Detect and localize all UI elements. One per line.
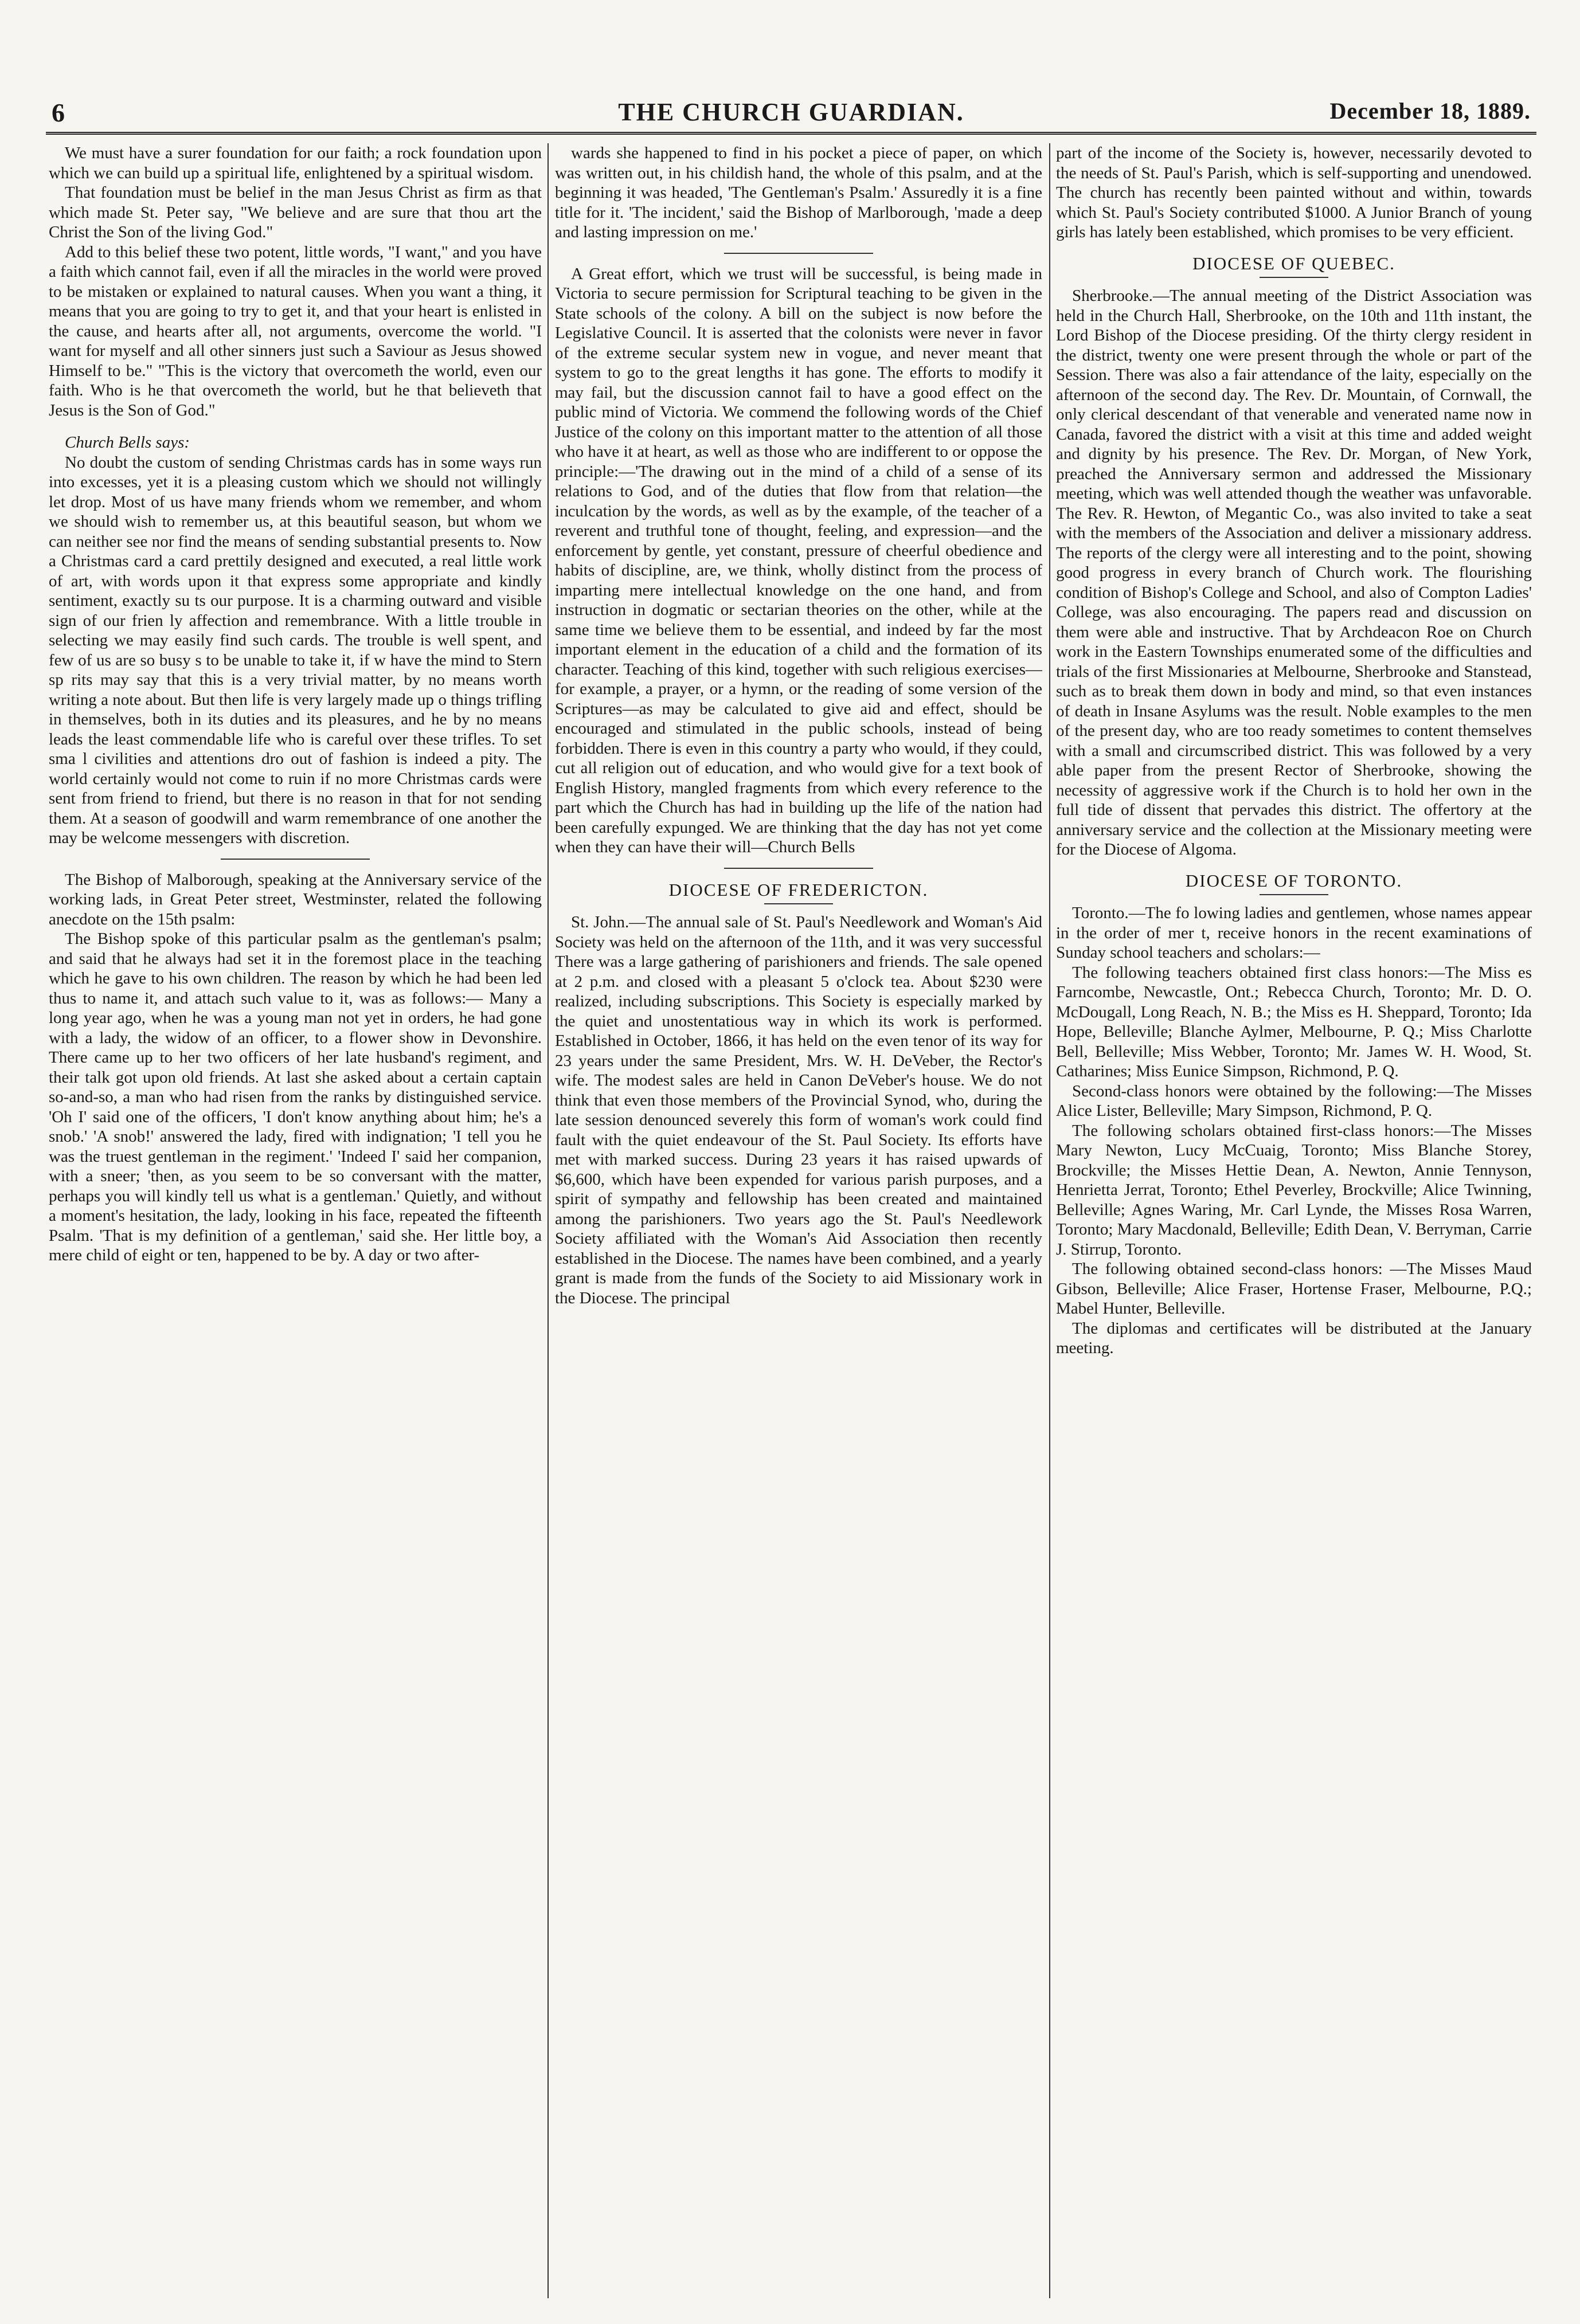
article-paragraph: Add to this belief these two potent, little words, "I want," and you have a faith which cannot fail, even if all the miracles in the world were proved to be mistaken or explained to natural causes. When you want a thing, it means that you are going to try to get it, and that your heart is enlisted in the cause, and hearts after all, not arguments, overcome the world. "I want for myself and all other sinners just such a Saviour as Jesus showed Himself to be." "This is the victory that overcometh the world, even our faith. Who is he that overcometh the world, but he that believeth that Jesus is the Son of God." [49, 242, 542, 420]
column-rule [547, 143, 549, 2298]
article-paragraph: Second-class honors were obtained by the following:—The Misses Alice Lister, Belleville; Mary Simpson, Richmond, P. Q. [1056, 1081, 1532, 1120]
section-divider [221, 859, 370, 860]
section-heading-toronto: DIOCESE OF TORONTO. [1185, 870, 1403, 891]
article-paragraph: The Bishop spoke of this particular psalm as the gentleman's psalm; and said that he always had set it in the foremost place in the teaching which he gave to his own children. The reason by which he had been led thus to name it, and attach such value to it, was as follows:— Many a long year ago, when he was a young man not yet in orders, he had gone with a lady, the widow of an officer, to a flower show in Devonshire. There came up to her two officers of her late husband's regiment, and their talk got upon old friends. At last she asked about a certain captain so-and-so, a man who had risen from the ranks by distinguished service. 'Oh I' said one of the officers, 'I don't know anything about him; he's a snob.' 'A snob!' answered the lady, fired with indignation; 'I tell you he was the truest gentleman in the regiment.' 'Indeed I' said her companion, with a sneer; 'then, as you seem to be so conversant with the matter, perhaps you will kindly tell us what is a gentleman.' Quietly, and without a moment's hesitation, the lady, looking in his face, repeated the fifteenth Psalm. 'That is my definition of a gentleman,' said she. Her little boy, a mere child of eight or ten, happened to be by. A day or two after- [49, 930, 542, 1264]
article-paragraph: The diplomas and certificates will be distributed at the January meeting. [1056, 1319, 1532, 1357]
section-divider [724, 253, 873, 254]
article-paragraph: We must have a surer foundation for our faith; a rock foundation upon which we can build up a spiritual life, enlightened by a spiritual wisdom. [49, 144, 542, 182]
article-paragraph: A Great effort, which we trust will be successful, is being made in Victoria to secure permission for Scriptural teaching to be given in the State schools of the colony. A bill on the subject is now before the Legislative Council. It is asserted that the colonists were never in favor of the extreme secular system new in vogue, and never meant that system to go to the great lengths it has gone. The efforts to modify it may fail, but the discussion cannot fail to have a good effect on the public mind of Victoria. We commend the following words of the Chief Justice of the colony on this important matter to the attention of all those who have it at heart, as well as those who are indifferent to or oppose the principle:—'The drawing out in the mind of a child of a sense of its relations to God, and of the duties that flow from that relation—the inculcation by the words, as well as by the example, of the teacher of a reverent and truthful tone of thought, feeling, and expression—and the enforcement by gentle, yet constant, pressure of cheerful obedience and habits of discipline, are, we think, wholly distinct from the process of imparting mere intellectual knowledge on the one hand, and from instruction in dogmatic or sectarian theories on the other, while at the same time we believe them to be essential, and indeed by far the most important element in the education of a child and the formation of its character. Teaching of this kind, together with such religious exercises—for example, a prayer, or a hymn, or the reading of some version of the Scriptures—as may be calculated to give aid and effect, should be encouraged and stimulated in the public schools, instead of being forbidden. There is even in this country a party who would, if they could, cut all religion out of education, and who would give for a text book of English History, mangled fragments from which every reference to the part which the Church has had in building up the life of the nation had been carefully expunged. We are thinking that the day has not yet come when they can have their will—Church Bells [555, 264, 1042, 856]
article-paragraph: The following obtained second-class honors: —The Misses Maud Gibson, Belleville; Alice Fraser, Hortense Fraser, Melbourne, P.Q.; Mabel Hunter, Belleville. [1056, 1260, 1532, 1318]
section-heading-fredericton: DIOCESE OF FREDERICTON. [668, 879, 929, 900]
article-paragraph: Toronto.—The fo lowing ladies and gentlemen, whose names appear in the order of mer t, receive honors in the recent examinations of Sunday school teachers and scholars:— [1056, 904, 1532, 962]
section-divider [724, 868, 873, 869]
article-paragraph: The following scholars obtained first-class honors:—The Misses Mary Newton, Lucy McCuaig, Toronto; Miss Blanche Storey, Brockville; the Misses Hettie Dean, A. Newton, Annie Tennyson, Henrietta Jerrat, Toronto; Ethel Peverley, Brockville; Alice Twinning, Belleville; Agnes Waring, Mr. Carl Lynde, the Misses Rosa Warren, Toronto; Mary Macdonald, Belleville; Edith Dean, V. Berryman, Carrie J. Stirrup, Toronto. [1056, 1121, 1532, 1259]
column-3 [1056, 143, 1532, 2298]
page-number: 6 [52, 98, 65, 127]
newspaper-title: THE CHURCH GUARDIAN. [618, 98, 964, 126]
article-paragraph: No doubt the custom of sending Christmas cards has in some ways run into excesses, yet it is a pleasing custom which we should not willingly let drop. Most of us have many friends whom we remember, and whom we should wish to remember us, at this beautiful season, but whom we can neither see nor find the means of sending substantial presents to. Now a Christmas card a card prettily designed and executed, a real little work of art, with words upon it that express some appropriate and kindly sentiment, exactly su ts our purpose. It is a charming outward and visible sign of our frien ly affection and remembrance. With a little trouble in selecting we may easily find such cards. The trouble is well spent, and few of us are so busy s to be unable to take it, if w have the mind to Stern sp rits may say that this is a very trivial matter, by no means worth writing a note about. But then life is very largely made up o things trifling in themselves, both in its duties and its pleasures, and he by no means leads the least commendable life who is careful over these trifles. To set sma l civilities and attentions dro out of fashion is indeed a pity. The world certainly would not come to ruin if no more Christmas cards were sent from friend to friend, but there is no reason in that for not sending them. At a season of goodwill and warm remembrance of one another the may be welcome messengers with discretion. [49, 453, 542, 847]
article-paragraph: part of the income of the Society is, however, necessarily devoted to the needs of St. Paul's Parish, which is self-supporting and unendowed. The church has recently been painted without and within, towards which St. Paul's Society contributed $1000. A Junior Branch of young girls has lately been established, which promises to be very efficient. [1056, 144, 1532, 241]
article-paragraph: St. John.—The annual sale of St. Paul's Needlework and Woman's Aid Society was held on the afternoon of the 11th, and it was very successful There was a large gathering of parishioners and friends. The sale opened at 2 p.m. and closed with a pleasant 5 o'clock tea. About $230 were realized, including subscriptions. This Society is especially marked by the quiet and unostentatious way in which its work is performed. Established in October, 1866, it has held on the even tenor of its way for 23 years under the same President, Mrs. W. H. DeVeber, the Rector's wife. The modest sales are held in Canon DeVeber's house. We do not think that even those members of the Provincial Synod, who, during the late session denounced severely this form of woman's work could find fault with the quiet endeavour of the St. Paul Society. Its efforts have met with marked success. During 23 years it has raised upwards of $6,600, which have been expended for various parish purposes, and a spirit of sympathy and fellowship has been created and maintained among the parishioners. Two years ago the St. Paul's Needlework Society affiliated with the Woman's Aid Association then recently established in the Diocese. The names have been combined, and a yearly grant is made from the funds of the Society to aid Missionary work in the Diocese. The principal [555, 913, 1042, 1307]
article-paragraph: wards she happened to find in his pocket a piece of paper, on which was written out, in his childish hand, the whole of this psalm, and at the beginning it was headed, 'The Gentleman's Psalm.' Assuredly it is a fine title for it. 'The incident,' said the Bishop of Marlborough, 'made a deep and lasting impression on me.' [555, 144, 1042, 241]
church-bells-intro: Church Bells says: [65, 433, 190, 452]
heading-rule [764, 903, 833, 904]
heading-rule [1260, 894, 1328, 895]
page-header [46, 97, 1536, 135]
column-rule [1049, 143, 1050, 2298]
column-1 [49, 143, 542, 2298]
issue-date: December 18, 1889. [1329, 98, 1531, 124]
article-paragraph: The following teachers obtained first class honors:—The Miss es Farncombe, Newcastle, Ont.; Rebecca Church, Toronto; Mr. D. O. McDougall, Long Reach, N. B.; the Miss es H. Sheppard, Toronto; Ida Hope, Belleville; Blanche Aylmer, Melbourne, P. Q.; Miss Charlotte Bell, Belleville; Miss Webber, Toronto; Mr. James W. H. Wood, St. Catharines; Miss Eunice Simpson, Richmond, P. Q. [1056, 963, 1532, 1080]
article-paragraph: That foundation must be belief in the man Jesus Christ as firm as that which made St. Peter say, "We believe and are sure that thou art the Christ the Son of the living God." [49, 183, 542, 241]
article-paragraph: The Bishop of Malborough, speaking at the Anniversary service of the working lads, in Great Peter street, Westminster, related the following anecdote on the 15th psalm: [49, 870, 542, 928]
heading-rule [1260, 277, 1328, 278]
article-paragraph: Sherbrooke.—The annual meeting of the District Association was held in the Church Hall, Sherbrooke, on the 10th and 11th instant, the Lord Bishop of the Diocese presiding. Of the thirty clergy resident in the district, twenty one were present through the whole or part of the Session. There was also a fair attendance of the laity, especially on the afternoon of the second day. The Rev. Dr. Mountain, of Cornwall, the only clerical descendant of that venerable and venerated name now in Canada, favored the district with a visit at this time and added weight and dignity by his presence. The Rev. Dr. Morgan, of New York, preached the Anniversary sermon and addressed the Missionary meeting, which was well attended though the weather was unfavorable. The Rev. R. Hewton, of Megantic Co., was also invited to take a seat with the members of the Association and deliver a missionary address. The reports of the clergy were all interesting and to the point, showing good progress in every branch of Church work. The flourishing condition of Bishop's College and School, and also of Compton Ladies' College, was also encouraging. The papers read and discussion on them were able and instructive. That by Archdeacon Roe on Church work in the Eastern Townships enumerated some of the difficulties and trials of the first Missionaries at Melbourne, Sherbrooke and Stanstead, such as to break them down in body and mind, so that even instances of death in Insane Asylums was the result. Noble examples to the men of the present day, who are too ready sometimes to content themselves with a small and circumscribed district. This was followed by a very able paper from the present Rector of Sherbrooke, showing the necessity of aggressive work if the Church is to hold her own in the full tide of dissent that pervades this district. The offertory at the anniversary service and the collection at the Missionary meeting were for the Diocese of Algoma. [1056, 287, 1532, 859]
column-2 [555, 143, 1042, 2298]
section-heading-quebec: DIOCESE OF QUEBEC. [1192, 253, 1395, 273]
